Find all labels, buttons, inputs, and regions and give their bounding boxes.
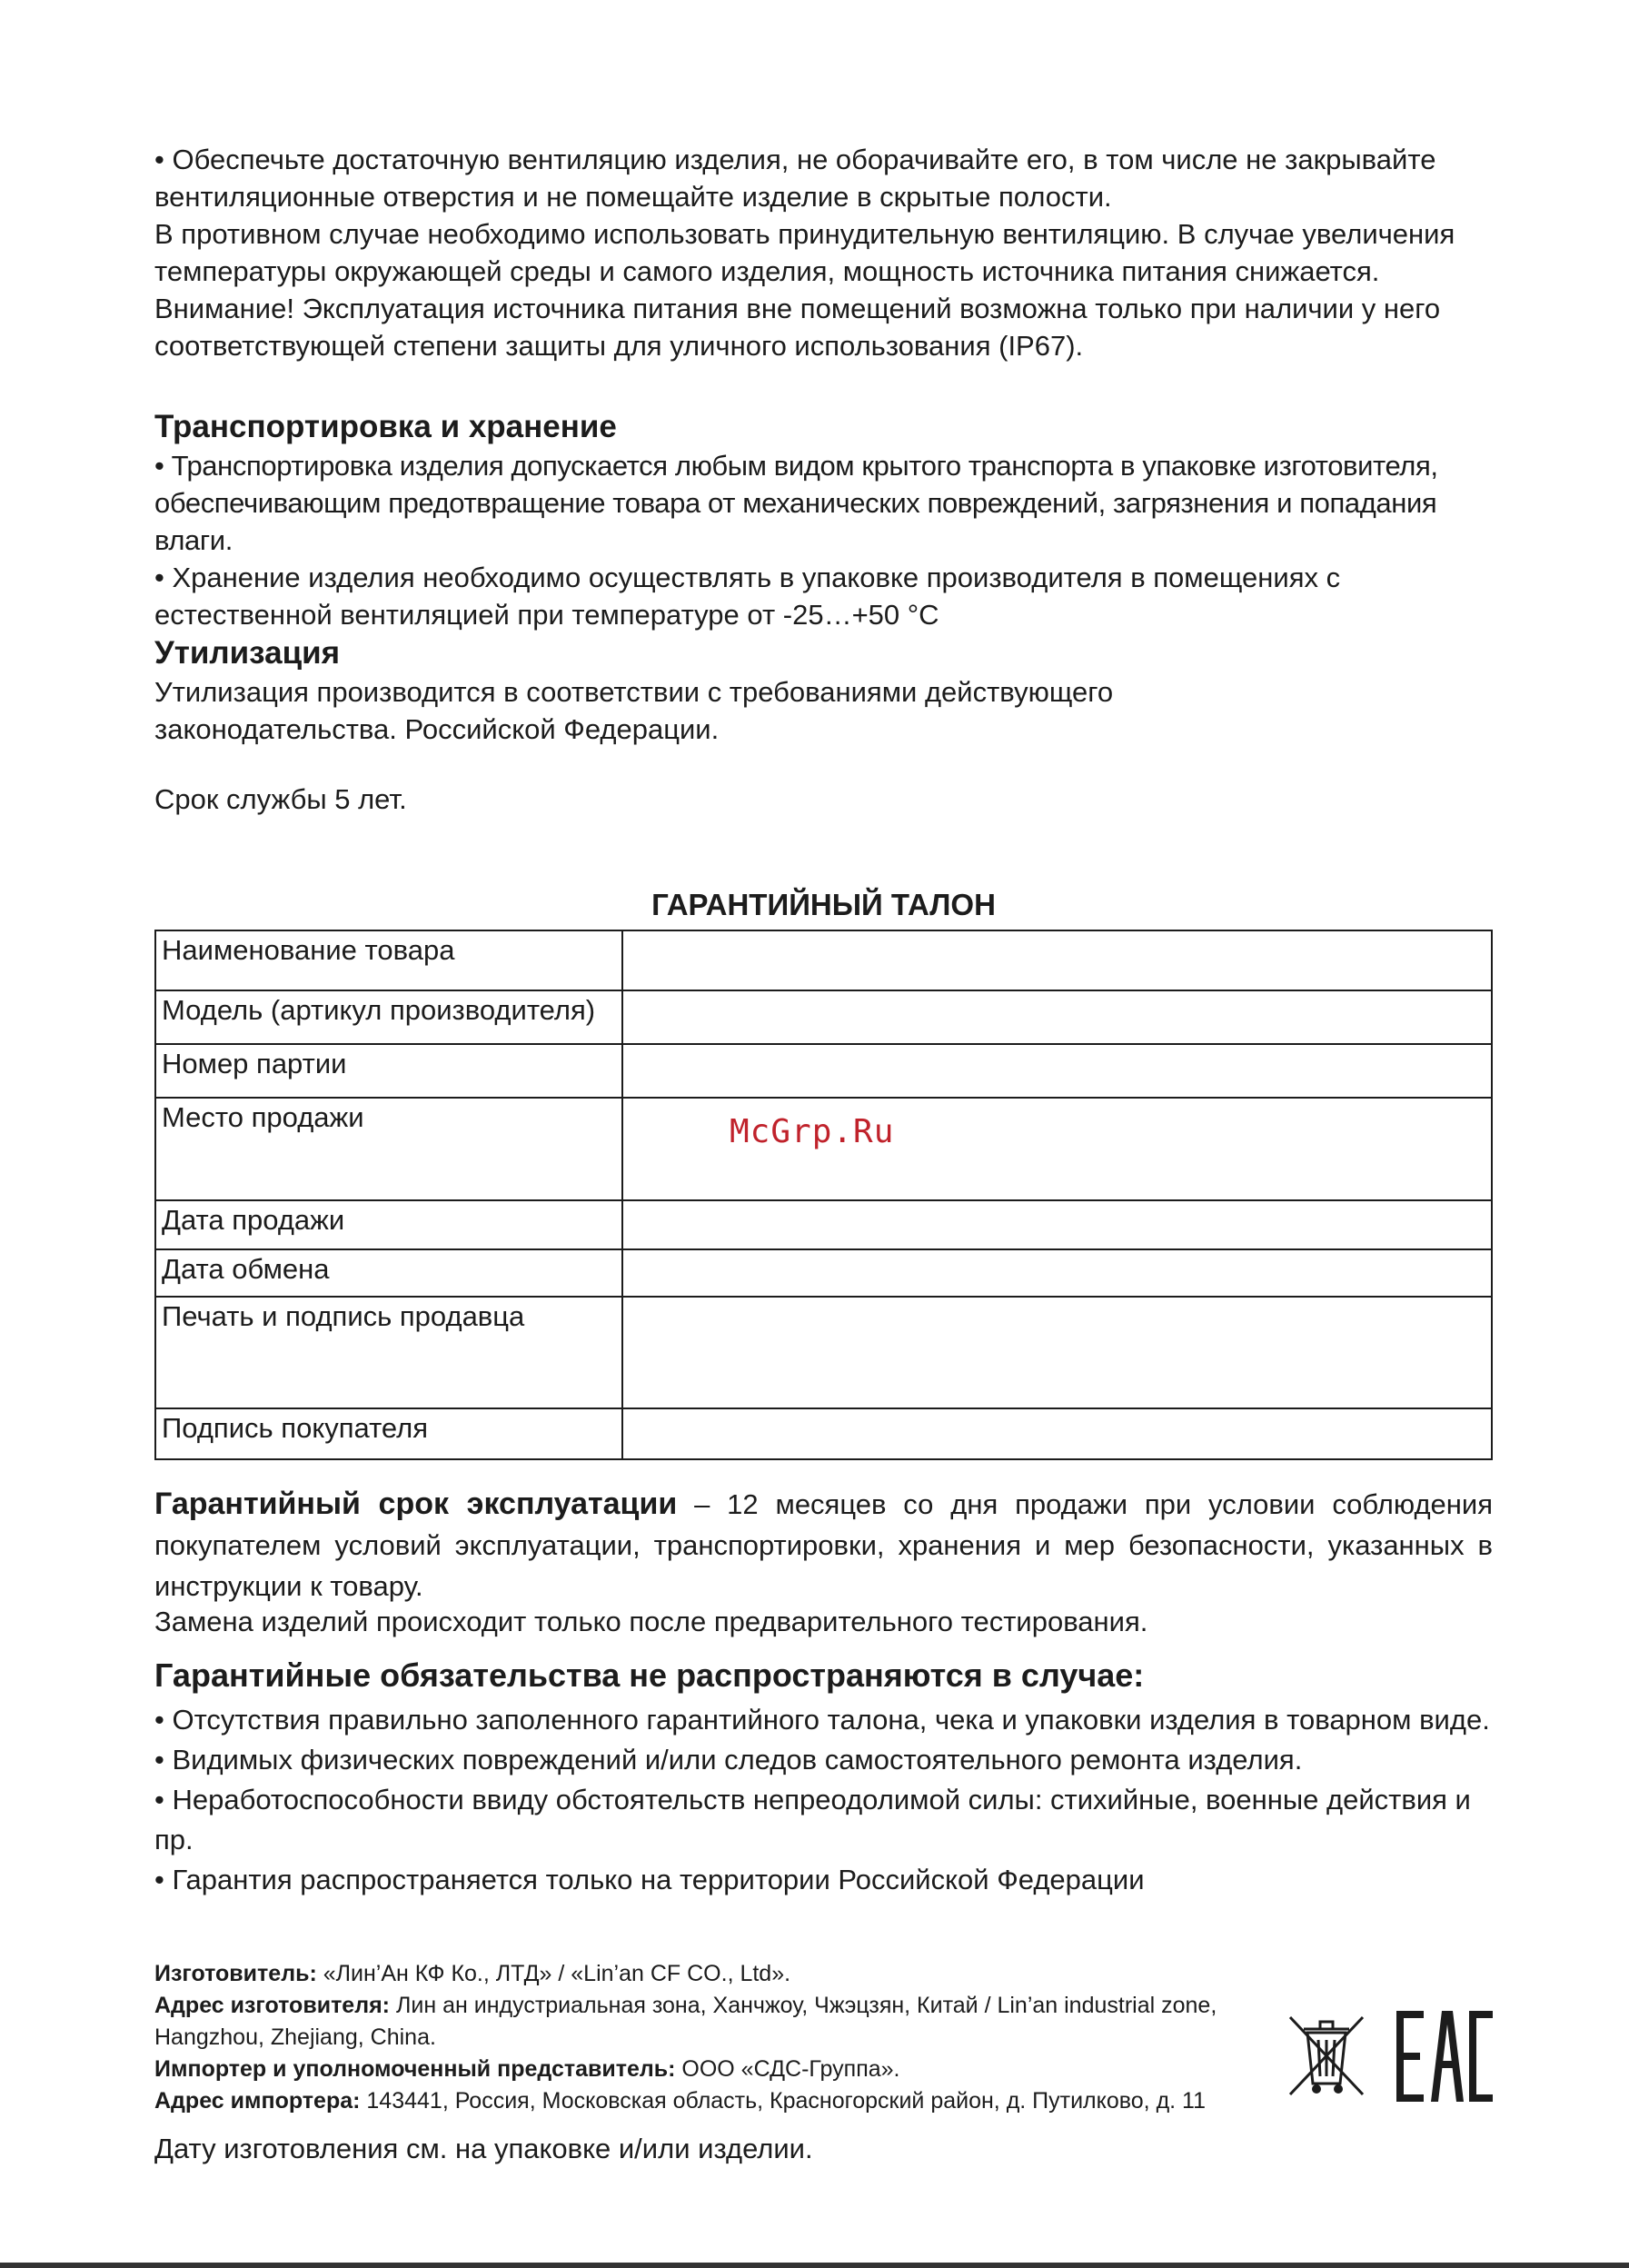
service-life: Срок службы 5 лет. bbox=[154, 783, 407, 815]
table-row bbox=[155, 1297, 1492, 1408]
list-item: • Видимых физических повреждений и/или следов самостоятельного ремонта изделия. bbox=[154, 1740, 1493, 1780]
row-value-field[interactable] bbox=[622, 1200, 1492, 1249]
warranty-card-table bbox=[154, 930, 1493, 1460]
weee-bin-icon bbox=[1286, 2013, 1367, 2099]
list-item: • Гарантия распространяется только на территории Российской Федерации bbox=[154, 1860, 1493, 1900]
disposal-section bbox=[154, 633, 1493, 748]
storage-paragraph: • Хранение изделия необходимо осуществлять в упаковке производителя в помещениях с естественной вентиляцией при температуре от -25…+50 °С bbox=[154, 562, 1341, 631]
row-label: Место продажи bbox=[155, 1098, 622, 1200]
transport-paragraph: • Транспортировка изделия допускается любым видом крытого транспорта в упаковке изготовителя, обеспечивающим предотвращение товара от механических повреждений, загрязнения и попадания влаги. bbox=[154, 450, 1438, 556]
table-row bbox=[155, 930, 1492, 990]
ventilation-paragraph: • Обеспечьте достаточную вентиляцию изделия, не оборачивайте его, в том числе не закрывайте вентиляционные отверстия и не помещайте изделие в скрытые полости. bbox=[154, 144, 1436, 213]
guarantee-term bbox=[154, 1484, 1493, 1606]
disposal-text: Утилизация производится в соответствии с требованиями действующего законодательства. Российской Федерации. bbox=[154, 676, 1114, 745]
exclusions-section bbox=[154, 1655, 1493, 1900]
transport-title: Транспортировка и хранение bbox=[154, 409, 617, 444]
ventilation-warning: Внимание! Эксплуатация источника питания вне помещений возможна только при наличии у него соответствующей степени защиты для уличного использования (IP67). bbox=[154, 293, 1441, 362]
transport-section bbox=[154, 407, 1493, 633]
row-value-field[interactable] bbox=[622, 1249, 1492, 1297]
importer-address-label: Адрес импортера: bbox=[154, 2088, 361, 2114]
disposal-title: Утилизация bbox=[154, 635, 341, 671]
row-label: Подпись покупателя bbox=[155, 1408, 622, 1459]
manufacturer-value: «Лин’Ан КФ Ко., ЛТД» / «Lin’an CF CO., Ltd». bbox=[316, 1961, 791, 1986]
manufacturer-line bbox=[154, 1958, 1245, 1990]
row-value-field[interactable] bbox=[622, 1408, 1492, 1459]
guarantee-term-text: – 12 месяцев со дня продажи при условии соблюдения покупателем условий эксплуатации, транспортировки, хранения и мер безопасности, указанных в инструкции к товару. bbox=[154, 1488, 1493, 1602]
importer-value: ООО «СДС-Группа». bbox=[675, 2056, 900, 2082]
manufacturer-label: Изготовитель: bbox=[154, 1961, 317, 1986]
row-value-field[interactable] bbox=[622, 990, 1492, 1044]
importer-address-line bbox=[154, 2085, 1245, 2117]
row-label: Наименование товара bbox=[155, 930, 622, 990]
ventilation-section bbox=[154, 141, 1493, 364]
row-label: Модель (артикул производителя) bbox=[155, 990, 622, 1044]
watermark: McGrp.Ru bbox=[730, 1113, 895, 1150]
eac-mark-icon bbox=[1395, 2006, 1495, 2106]
list-item: • Неработоспособности ввиду обстоятельств непреодолимой силы: стихийные, военные действия и пр. bbox=[154, 1780, 1493, 1860]
replacement-note: Замена изделий происходит только после предварительного тестирования. bbox=[154, 1606, 1148, 1637]
table-row bbox=[155, 990, 1492, 1044]
exclusions-title: Гарантийные обязательства не распространяются в случае: bbox=[154, 1656, 1145, 1694]
manufacturer-address-label: Адрес изготовителя: bbox=[154, 1993, 391, 2018]
row-value-field[interactable] bbox=[622, 1297, 1492, 1408]
row-label: Дата продажи bbox=[155, 1200, 622, 1249]
row-label: Номер партии bbox=[155, 1044, 622, 1098]
guarantee-term-label: Гарантийный срок эксплуатации bbox=[154, 1487, 678, 1521]
table-row bbox=[155, 1408, 1492, 1459]
manufacturer-info bbox=[154, 1958, 1245, 2117]
list-item: • Отсутствия правильно заполенного гарантийного талона, чека и упаковки изделия в товарном виде. bbox=[154, 1700, 1493, 1740]
row-label: Печать и подпись продавца bbox=[155, 1297, 622, 1408]
importer-label: Импортер и уполномоченный представитель: bbox=[154, 2056, 676, 2082]
warranty-card-title: ГАРАНТИЙНЫЙ ТАЛОН bbox=[651, 888, 996, 921]
row-label: Дата обмена bbox=[155, 1249, 622, 1297]
table-row bbox=[155, 1044, 1492, 1098]
production-date-note: Дату изготовления см. на упаковке и/или изделии. bbox=[154, 2133, 813, 2164]
row-value-field[interactable] bbox=[622, 930, 1492, 990]
manufacturer-address-line bbox=[154, 1990, 1245, 2054]
table-row bbox=[155, 1249, 1492, 1297]
importer-address-value: 143441, Россия, Московская область, Красногорский район, д. Путилково, д. 11 bbox=[360, 2088, 1206, 2114]
manufacturer-address-value: Лин ан индустриальная зона, Ханчжоу, Чжэцзян, Китай / Lin’an industrial zone, Hangzhou, Zhejiang, China. bbox=[154, 1993, 1217, 2050]
table-row bbox=[155, 1200, 1492, 1249]
importer-line bbox=[154, 2054, 1245, 2085]
exclusions-list bbox=[154, 1700, 1493, 1900]
ventilation-paragraph: В противном случае необходимо использовать принудительную вентиляцию. В случае увеличения температуры окружающей среды и самого изделия, мощность источника питания снижается. bbox=[154, 218, 1455, 287]
row-value-field[interactable] bbox=[622, 1044, 1492, 1098]
page-bottom-border bbox=[0, 2263, 1629, 2268]
